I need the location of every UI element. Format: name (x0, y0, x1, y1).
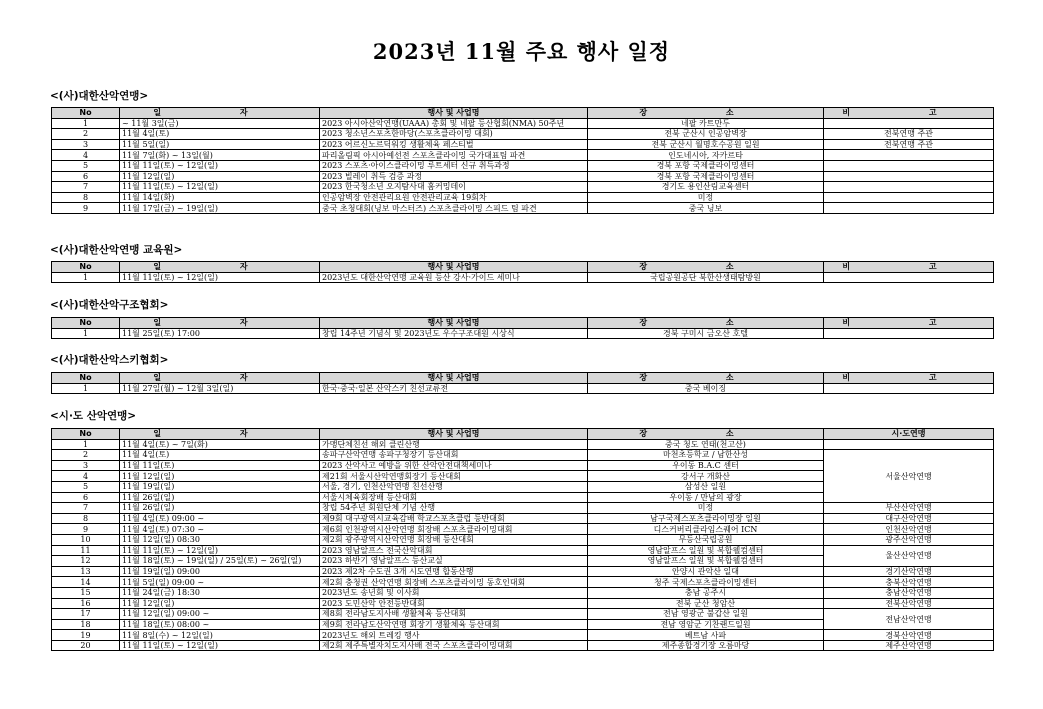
cell-date: 11월 26일(일) (120, 503, 320, 514)
cell-note: 경북산악연맹 (824, 630, 994, 641)
cell-note: 인천산악연맹 (824, 524, 994, 535)
header-region: 시·도연맹 (824, 429, 994, 440)
cell-date: 11월 12일(일) 08:30 (120, 534, 320, 545)
cell-event: 가맹단체친선 해외 클린산행 (320, 439, 588, 450)
cell-note (824, 160, 994, 171)
cell-place: 청주 국제스포츠클라이밍센터 (588, 577, 824, 588)
table-row (52, 439, 994, 450)
cell-place: 미정 (588, 192, 824, 203)
cell-date: 11월 4일(토) ~ 7일(화) (120, 439, 320, 450)
cell-event: 제2회 광주광역시산악연맹 회장배 등산대회 (320, 534, 588, 545)
cell-date: 11월 26일(일) (120, 492, 320, 503)
cell-note: 충남산악연맹 (824, 587, 994, 598)
cell-place: 무등산국립공원 (588, 534, 824, 545)
cell-date: 11월 5일(일) 09:00 ~ (120, 577, 320, 588)
cell-date: 11월 11일(토) ~ 12일(일) (120, 160, 320, 171)
cell-note: 전북연맹 주관 (824, 129, 994, 140)
section-heading-rescue: <(사)대한산악구조협회> (50, 299, 169, 311)
section-heading-ski: <(사)대한산악스키협회> (50, 354, 169, 366)
cell-event: 2023 아시아산악연맹(UAAA) 총회 및 네팔 등산협회(NMA) 50주년 (320, 118, 588, 129)
header-no: No (52, 429, 120, 440)
cell-place: 네팔 카트만두 (588, 118, 824, 129)
cell-date: ~ 11월 3일(금) (120, 118, 320, 129)
header-place: 장 소 (588, 373, 824, 384)
table-row (52, 566, 994, 577)
cell-note: 광주산악연맹 (824, 534, 994, 545)
cell-place: 남구국제스포츠클라이밍장 일원 (588, 513, 824, 524)
cell-date: 11월 14일(화) (120, 192, 320, 203)
cell-no: 2 (52, 450, 120, 461)
cell-event: 서울, 경기, 인천산악연맹 친선산행 (320, 481, 588, 492)
table-row (52, 450, 994, 461)
cell-note (824, 203, 994, 214)
cell-place: 삼성산 일원 (588, 481, 824, 492)
cell-note (824, 383, 994, 394)
table-row (52, 192, 994, 203)
header-date: 일 자 (120, 318, 320, 329)
header-no: No (52, 262, 120, 273)
table-row (52, 328, 994, 339)
cell-note-seoul: 서울산악연맹 (824, 450, 994, 503)
cell-place: 마천초등학교 / 남한산성 (588, 450, 824, 461)
cell-event: 2023 하반기 영남알프스 등산교실 (320, 556, 588, 567)
cell-date: 11월 11일(토) ~ 12일(일) (120, 182, 320, 193)
cell-no: 4 (52, 150, 120, 161)
table-row (52, 383, 994, 394)
cell-note: 대구산악연맹 (824, 513, 994, 524)
cell-date: 11월 4일(토) 09:00 ~ (120, 513, 320, 524)
cell-place: 미정 (588, 503, 824, 514)
cell-place: 영남알프스 일원 및 복합웰컴센터 (588, 556, 824, 567)
cell-place: 우이동 / 만남의 광장 (588, 492, 824, 503)
cell-place: 강서구 개화산 (588, 471, 824, 482)
cell-no: 10 (52, 534, 120, 545)
section-heading-regional: <시·도 산악연맹> (50, 410, 137, 422)
cell-date: 11월 7일(화) ~ 13일(월) (120, 150, 320, 161)
cell-event: 2023 산악사고 예방을 위한 산악안전대책세미나 (320, 460, 588, 471)
cell-event: 2023 스포츠·아이스클라이밍 루트세터 신규 취득과정 (320, 160, 588, 171)
header-date: 일 자 (120, 429, 320, 440)
section-heading-kaf: <(사)대한산악연맹> (50, 90, 149, 102)
header-date: 일 자 (120, 108, 320, 119)
table-row (52, 577, 994, 588)
cell-date: 11월 25일(토) 17:00 (120, 328, 320, 339)
cell-place: 중국 닝보 (588, 203, 824, 214)
cell-no: 17 (52, 609, 120, 620)
cell-event: 창립 14주년 기념식 및 2023년도 우수구조대원 시상식 (320, 328, 588, 339)
cell-no: 5 (52, 160, 120, 171)
table-row (52, 139, 994, 150)
cell-event: 2023년도 송년회 및 이사회 (320, 587, 588, 598)
cell-place: 안양시 관악산 일대 (588, 566, 824, 577)
cell-no: 8 (52, 192, 120, 203)
cell-no: 1 (52, 439, 120, 450)
cell-event: 제9회 전라남도산악연맹 회장기 생활체육 등산대회 (320, 619, 588, 630)
cell-event: 제21회 서울시산악연맹회장기 등산대회 (320, 471, 588, 482)
table-row (52, 609, 994, 620)
cell-no: 1 (52, 383, 120, 394)
table-row (52, 503, 994, 514)
table-row (52, 630, 994, 641)
table-row (52, 150, 994, 161)
header-note: 비 고 (824, 108, 994, 119)
table-row (52, 272, 994, 283)
cell-date: 11월 4일(토) 07:30 ~ (120, 524, 320, 535)
header-place: 장 소 (588, 108, 824, 119)
cell-date: 11월 19일(일) (120, 481, 320, 492)
cell-event: 중국 초청대회(닝보 마스터즈) 스포츠클라이밍 스피드 팀 파견 (320, 203, 588, 214)
cell-event: 2023년도 대한산악연맹 교육원 등산 강사·가이드 세미나 (320, 272, 588, 283)
cell-note (824, 439, 994, 450)
cell-note (824, 328, 994, 339)
cell-no: 20 (52, 640, 120, 651)
cell-no: 19 (52, 630, 120, 641)
cell-place: 베트남 사파 (588, 630, 824, 641)
cell-date: 11월 4일(토) (120, 129, 320, 140)
cell-no: 18 (52, 619, 120, 630)
table-kaf (51, 107, 994, 214)
cell-no: 1 (52, 118, 120, 129)
header-note: 비 고 (824, 318, 994, 329)
cell-date: 11월 11일(토) ~ 12일(일) (120, 640, 320, 651)
cell-event: 2023 영남알프스 전국산악대회 (320, 545, 588, 556)
cell-note-jeonnam: 전남산악연맹 (824, 609, 994, 630)
cell-place: 중국 청도 연태(천고산) (588, 439, 824, 450)
cell-note: 제주산악연맹 (824, 640, 994, 651)
cell-no: 16 (52, 598, 120, 609)
cell-date: 11월 5일(일) (120, 139, 320, 150)
section-heading-education: <(사)대한산악연맹 교육원> (50, 244, 183, 256)
cell-note: 충북산악연맹 (824, 577, 994, 588)
table-regional (51, 428, 994, 651)
cell-event: 2023 어르신노르딕워킹 생활체육 페스티벌 (320, 139, 588, 150)
cell-date: 11월 11일(토) ~ 12일(일) (120, 545, 320, 556)
cell-date: 11월 8일(수) ~ 12일(일) (120, 630, 320, 641)
cell-place: 전북 군산시 월명호수공원 일원 (588, 139, 824, 150)
table-row (52, 598, 994, 609)
table-row (52, 182, 994, 193)
header-no: No (52, 373, 120, 384)
cell-no: 9 (52, 203, 120, 214)
table-row (52, 534, 994, 545)
table-row (52, 160, 994, 171)
table-row (52, 129, 994, 140)
header-event: 행사 및 사업명 (320, 108, 588, 119)
table-row (52, 545, 994, 556)
cell-place: 제주종합경기장 오름마당 (588, 640, 824, 651)
cell-place: 디스커버리클라임스퀘어 ICN (588, 524, 824, 535)
cell-no: 2 (52, 129, 120, 140)
cell-no: 1 (52, 272, 120, 283)
header-no: No (52, 318, 120, 329)
header-event: 행사 및 사업명 (320, 318, 588, 329)
cell-note: 전북연맹 주관 (824, 139, 994, 150)
cell-date: 11월 18일(토) 08:00 ~ (120, 619, 320, 630)
cell-event: 제6회 인천광역시산악연맹 회장배 스포츠클라이밍대회 (320, 524, 588, 535)
cell-place: 전남 영광군 불갑산 일원 (588, 609, 824, 620)
cell-note: 전북산악연맹 (824, 598, 994, 609)
table-row (52, 171, 994, 182)
header-note: 비 고 (824, 262, 994, 273)
cell-place: 전북 군산 청암산 (588, 598, 824, 609)
cell-date: 11월 18일(토) ~ 19일(일) / 25일(토) ~ 26일(일) (120, 556, 320, 567)
page-title: 2023년 11월 주요 행사 일정 (372, 39, 671, 64)
cell-place: 경북 포항 국제클라이밍센터 (588, 160, 824, 171)
cell-date: 11월 11일(토) ~ 12일(일) (120, 272, 320, 283)
cell-no: 13 (52, 566, 120, 577)
cell-no: 3 (52, 460, 120, 471)
cell-note: 경기산악연맹 (824, 566, 994, 577)
cell-event: 2023년도 해외 트레킹 행사 (320, 630, 588, 641)
cell-note (824, 272, 994, 283)
cell-no: 11 (52, 545, 120, 556)
cell-place: 경기도 용인산림교육센터 (588, 182, 824, 193)
cell-event: 제9회 대구광역시교육감배 학교스포츠클럽 등반대회 (320, 513, 588, 524)
table-row (52, 640, 994, 651)
header-note: 비 고 (824, 373, 994, 384)
cell-no: 3 (52, 139, 120, 150)
cell-date: 11월 12일(일) 09:00 ~ (120, 609, 320, 620)
cell-date: 11월 11일(토) (120, 460, 320, 471)
cell-no: 6 (52, 492, 120, 503)
cell-place: 경북 포항 국제클라이밍센터 (588, 171, 824, 182)
cell-date: 11월 17일(금) ~ 19일(일) (120, 203, 320, 214)
cell-note (824, 150, 994, 161)
table-rescue (51, 317, 994, 339)
cell-place: 전북 군산시 인공암벽장 (588, 129, 824, 140)
table-row (52, 513, 994, 524)
cell-place: 영남알프스 일원 및 복합웰컴센터 (588, 545, 824, 556)
table-row (52, 587, 994, 598)
cell-no: 4 (52, 471, 120, 482)
cell-place: 전남 영암군 기찬랜드일원 (588, 619, 824, 630)
table-row (52, 524, 994, 535)
table-ski (51, 372, 994, 394)
cell-no: 7 (52, 503, 120, 514)
table-education (51, 261, 994, 283)
cell-event: 2023 한국청소년 오지탐사대 홈커밍데이 (320, 182, 588, 193)
cell-event: 한국·중국·일본 산악스키 친선교류전 (320, 383, 588, 394)
cell-event: 제8회 전라남도지사배 생활체육 등산대회 (320, 609, 588, 620)
cell-event: 파리올림픽 아시아예선전 스포츠클라이밍 국가대표팀 파견 (320, 150, 588, 161)
cell-date: 11월 12일(일) (120, 598, 320, 609)
cell-no: 1 (52, 328, 120, 339)
cell-no: 12 (52, 556, 120, 567)
cell-event: 창립 54주년 회원단체 기념 산행 (320, 503, 588, 514)
cell-note (824, 192, 994, 203)
cell-event: 제2회 제주특별자치도지사배 전국 스포츠클라이밍대회 (320, 640, 588, 651)
header-place: 장 소 (588, 318, 824, 329)
cell-date: 11월 12일(일) (120, 171, 320, 182)
cell-event: 서울시체육회장배 등산대회 (320, 492, 588, 503)
header-date: 일 자 (120, 262, 320, 273)
cell-no: 7 (52, 182, 120, 193)
cell-note (824, 171, 994, 182)
cell-event: 2023 도민산악 안전등반대회 (320, 598, 588, 609)
cell-no: 15 (52, 587, 120, 598)
header-place: 장 소 (588, 262, 824, 273)
cell-place: 우이동 B.A.C 센터 (588, 460, 824, 471)
cell-no: 5 (52, 481, 120, 492)
cell-date: 11월 12일(일) (120, 471, 320, 482)
cell-no: 14 (52, 577, 120, 588)
cell-event: 2023 청소년스포츠한마당(스포츠클라이밍 대회) (320, 129, 588, 140)
cell-no: 8 (52, 513, 120, 524)
header-no: No (52, 108, 120, 119)
header-place: 장 소 (588, 429, 824, 440)
cell-note-ulsan: 울산산악연맹 (824, 545, 994, 566)
cell-event: 2023 빌레이 취득 검증 과정 (320, 171, 588, 182)
table-row (52, 203, 994, 214)
cell-place: 중국 베이징 (588, 383, 824, 394)
cell-place: 충남 공주시 (588, 587, 824, 598)
cell-note (824, 118, 994, 129)
cell-date: 11월 27일(월) ~ 12월 3일(일) (120, 383, 320, 394)
header-event: 행사 및 사업명 (320, 373, 588, 384)
header-date: 일 자 (120, 373, 320, 384)
cell-date: 11월 19일(일) 09:00 (120, 566, 320, 577)
header-event: 행사 및 사업명 (320, 262, 588, 273)
cell-no: 9 (52, 524, 120, 535)
cell-event: 인공암벽장 안전관리요원 안전관리교육 19회차 (320, 192, 588, 203)
cell-event: 제2회 충청권 산악연맹 회장배 스포츠클라이밍 동호인대회 (320, 577, 588, 588)
cell-place: 인도네시아, 자카르타 (588, 150, 824, 161)
cell-event: 2023 제2차 수도권 3개 시도연맹 합동산행 (320, 566, 588, 577)
cell-event: 송파구산악연맹 송파구청장기 등산대회 (320, 450, 588, 461)
header-event: 행사 및 사업명 (320, 429, 588, 440)
cell-place: 경북 구미시 금오산 호텔 (588, 328, 824, 339)
cell-note: 부산산악연맹 (824, 503, 994, 514)
table-row (52, 118, 994, 129)
cell-place: 국립공원공단 북한산생태탐방원 (588, 272, 824, 283)
cell-date: 11월 24일(금) 18:30 (120, 587, 320, 598)
cell-date: 11월 4일(토) (120, 450, 320, 461)
cell-no: 6 (52, 171, 120, 182)
cell-note (824, 182, 994, 193)
